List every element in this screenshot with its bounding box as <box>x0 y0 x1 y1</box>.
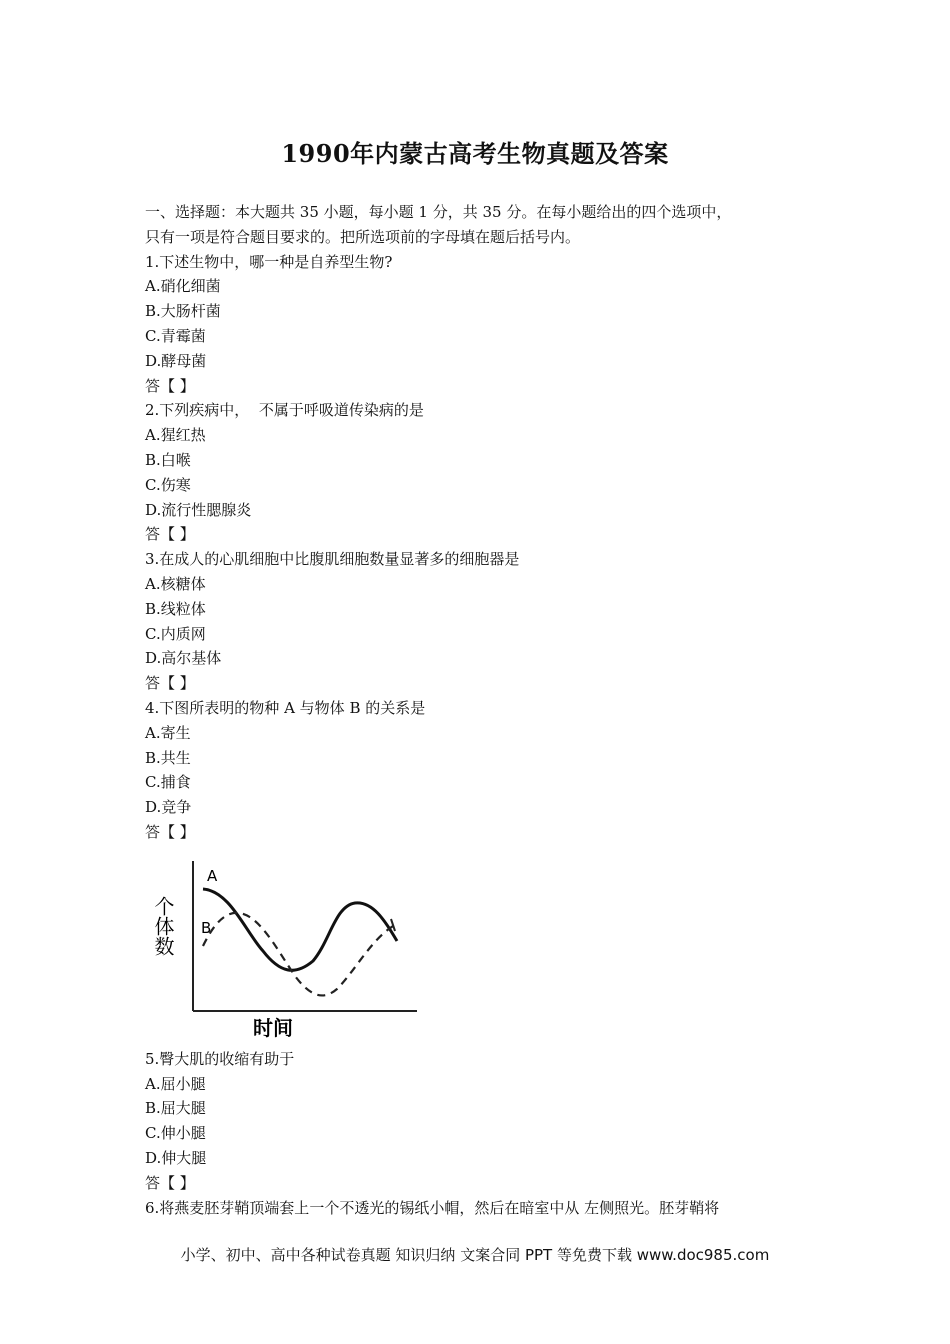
label-species-b: B <box>201 918 212 937</box>
question-5-option-c: C.伸小腿 <box>145 1124 206 1143</box>
question-1-option-b: B.大肠杆菌 <box>145 302 221 321</box>
question-4-option-c: C.捕食 <box>145 773 191 792</box>
label-species-a: A <box>207 866 218 885</box>
question-2-option-d: D.流行性腮腺炎 <box>145 500 252 519</box>
question-2-answer: 答【 】 <box>145 525 195 544</box>
question-5-option-a: A.屈小腿 <box>145 1074 206 1093</box>
page-footer: 小学、初中、高中各种试卷真题 知识归纳 文案合同 PPT 等免费下载 www.doc985.com <box>180 1246 770 1264</box>
population-figure <box>145 851 405 1041</box>
question-1-option-c: C.青霉菌 <box>145 326 206 345</box>
question-2-stem: 2.下列疾病中， 不属于呼吸道传染病的是 <box>145 401 424 420</box>
species-b-curve-end <box>391 919 395 931</box>
question-3-option-d: D.高尔基体 <box>145 649 222 668</box>
question-1-stem: 1.下述生物中，哪一种是自养型生物? <box>145 252 393 271</box>
species-b-curve <box>203 912 393 995</box>
question-4-answer: 答【 】 <box>145 822 195 841</box>
question-6-stem: 6.将燕麦胚芽鞘顶端套上一个不透光的锡纸小帽，然后在暗室中从 左侧照光。胚芽鞘将 <box>145 1198 720 1217</box>
question-5-option-b: B.屈大腿 <box>145 1099 206 1118</box>
section-intro-line-2: 只有一项是符合题目要求的。把所选项前的字母填在题后括号内。 <box>145 227 581 246</box>
question-4-option-d: D.竞争 <box>145 798 192 817</box>
species-a-curve <box>203 889 397 970</box>
document-body <box>145 200 805 1220</box>
question-3-stem: 3.在成人的心肌细胞中比腹肌细胞数量显著多的细胞器是 <box>145 550 520 569</box>
x-axis-label: 时间 <box>253 1015 293 1040</box>
question-1-option-d: D.酵母菌 <box>145 351 207 370</box>
question-4-stem: 4.下图所表明的物种 A 与物体 B 的关系是 <box>145 698 426 717</box>
question-3-option-a: A.核糖体 <box>145 574 206 593</box>
question-5-stem: 5.臀大肌的收缩有助于 <box>145 1049 295 1068</box>
page-title: 1990年内蒙古高考生物真题及答案 <box>281 139 669 168</box>
question-3-answer: 答【 】 <box>145 674 195 693</box>
question-3-option-b: B.线粒体 <box>145 599 206 618</box>
question-2-option-b: B.白喉 <box>145 450 191 469</box>
population-curves-svg <box>145 851 435 1041</box>
question-5-option-d: D.伸大腿 <box>145 1148 207 1167</box>
question-1-option-a: A.硝化细菌 <box>145 277 221 296</box>
question-2-option-a: A.猩红热 <box>145 426 206 445</box>
section-intro-line-1: 一、选择题：本大题共 35 小题，每小题 1 分，共 35 分。在每小题给出的四个选项中， <box>145 203 732 221</box>
question-1-answer: 答【 】 <box>145 376 195 395</box>
question-4-option-b: B.共生 <box>145 748 191 767</box>
y-axis-label: 个体数 <box>151 895 175 956</box>
question-5-answer: 答【 】 <box>145 1173 195 1192</box>
question-3-option-c: C.内质网 <box>145 624 206 643</box>
question-4-option-a: A.寄生 <box>145 723 191 742</box>
question-2-option-c: C.伤寒 <box>145 475 191 494</box>
